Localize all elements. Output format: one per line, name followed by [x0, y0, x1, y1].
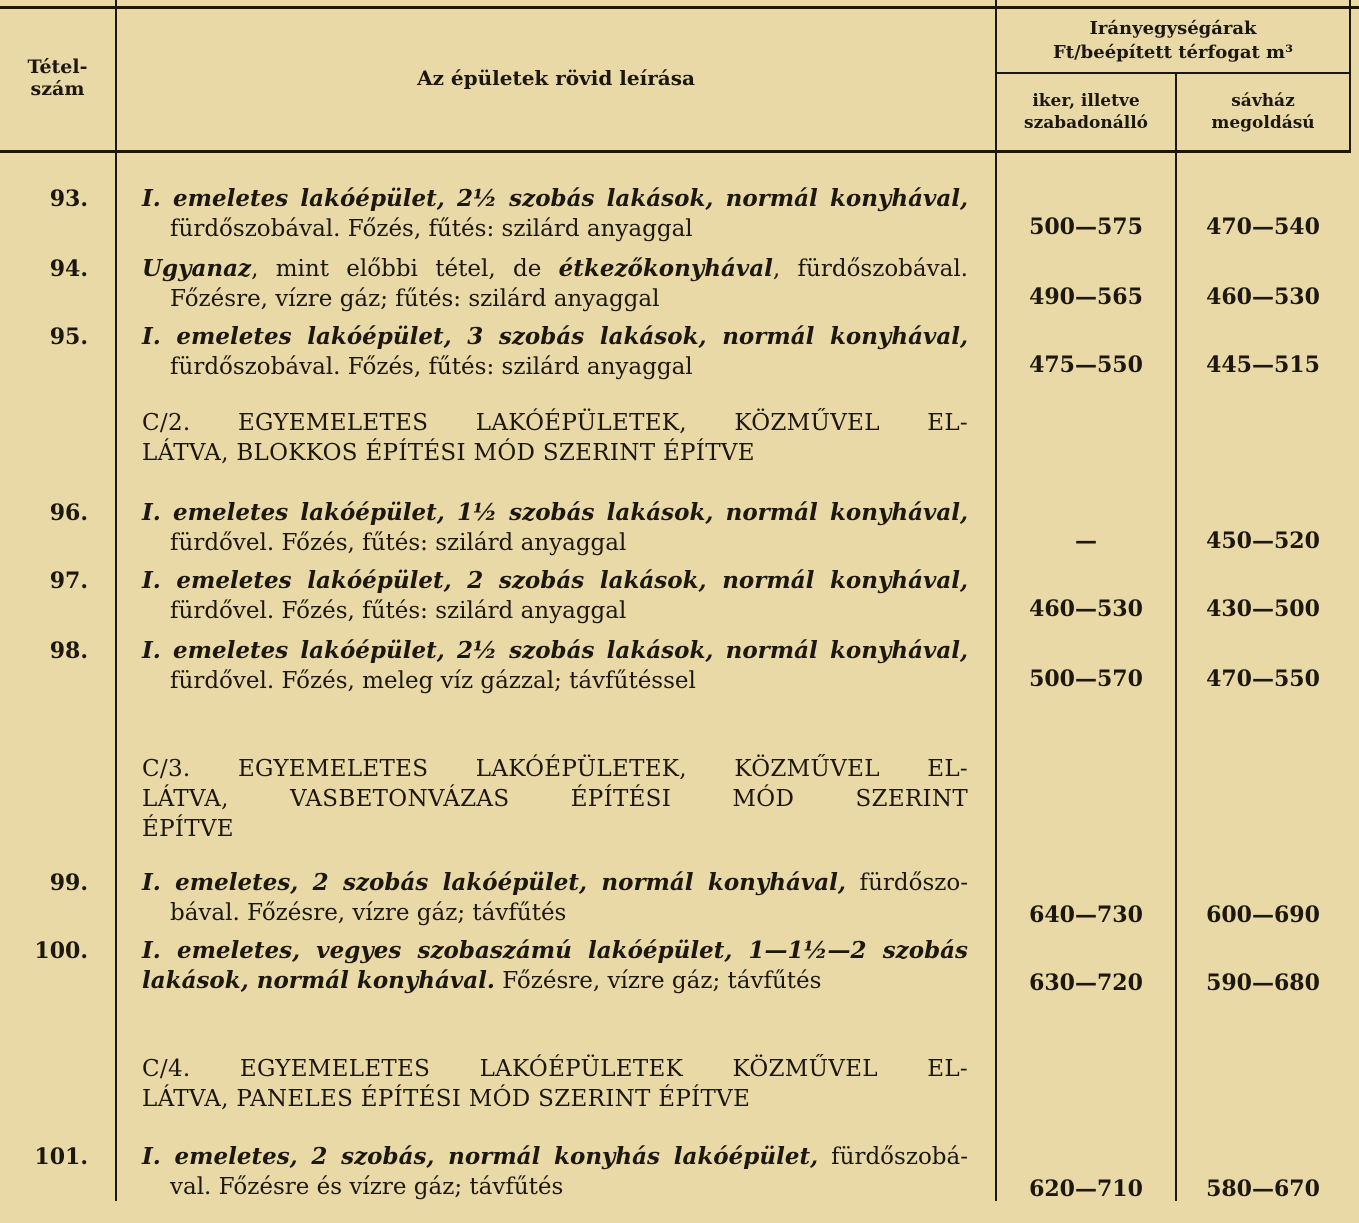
price-row-house: 600—690	[1206, 902, 1320, 928]
price-detached: 500—570	[1029, 666, 1143, 692]
price-detached: 640—730	[1029, 902, 1143, 928]
price-detached: —	[1075, 528, 1097, 554]
item-description: I. emeletes lakóépület, 2½ szobás lakások, normál konyhával, fürdőszobával. Főzés, fűtés: szilárd anyaggal	[142, 185, 968, 242]
item-description: I. emeletes, 2 szobás, normál konyhás lakóépület, fürdőszobá- val. Főzésre és vízre gáz; távfűtés	[142, 1143, 968, 1200]
price-detached: 490—565	[1029, 284, 1143, 310]
item-description: I. emeletes lakóépület, 2½ szobás lakások, normál konyhával, fürdővel. Főzés, meleg víz gázzal; távfűtéssel	[142, 637, 968, 694]
item-number: 99.	[49, 870, 88, 896]
item-number: 93.	[49, 186, 88, 212]
section-heading: C/4. EGYEMELETES LAKÓÉPÜLETEK KÖZMŰVEL EL- LÁTVA, PANELES ÉPÍTÉSI MÓD SZERINT ÉPÍTVE	[142, 1056, 968, 1112]
price-row-house: 590—680	[1206, 970, 1320, 996]
header-sub-rule	[997, 72, 1349, 74]
price-detached: 500—575	[1029, 214, 1143, 240]
header-detached: iker, illetve szabadonálló	[1024, 91, 1148, 133]
price-row-house: 445—515	[1206, 352, 1320, 378]
price-row-house: 580—670	[1206, 1176, 1320, 1202]
item-description: I. emeletes, 2 szobás lakóépület, normál konyhával, fürdőszo- bával. Főzésre, vízre gáz; távfűtés	[142, 869, 968, 926]
item-description: I. emeletes, vegyes szobaszámú lakóépület, 1—1½—2 szobás lakások, normál konyhával. Főzésre, vízre gáz; távfűtés	[142, 937, 968, 994]
header-item-number: Tétel- szám	[27, 56, 88, 100]
col-divider-right	[1349, 0, 1351, 153]
price-row-house: 470—540	[1206, 214, 1320, 240]
item-description: I. emeletes lakóépület, 1½ szobás lakások, normál konyhával, fürdővel. Főzés, fűtés: szilárd anyaggal	[142, 499, 968, 556]
header-bottom-rule	[0, 150, 1349, 153]
item-number: 94.	[49, 256, 88, 282]
col-divider-1	[115, 0, 117, 1201]
item-number: 97.	[49, 568, 88, 594]
item-number: 100.	[34, 938, 88, 964]
price-row-house: 430—500	[1206, 596, 1320, 622]
col-divider-3	[1175, 74, 1177, 1201]
item-description: Ugyanaz, mint előbbi tétel, de étkezőkonyhával, fürdőszobával. Főzésre, vízre gáz; fűtés: szilárd anyaggal	[142, 255, 968, 312]
price-detached: 620—710	[1029, 1176, 1143, 1202]
item-number: 96.	[49, 500, 88, 526]
item-description: I. emeletes lakóépület, 2 szobás lakások, normál konyhával, fürdővel. Főzés, fűtés: szilárd anyaggal	[142, 567, 968, 624]
section-heading: C/2. EGYEMELETES LAKÓÉPÜLETEK, KÖZMŰVEL EL- LÁTVA, BLOKKOS ÉPÍTÉSI MÓD SZERINT ÉPÍTVE	[142, 410, 968, 466]
price-row-house: 470—550	[1206, 666, 1320, 692]
item-number: 95.	[49, 324, 88, 350]
header-row-house: sávház megoldású	[1211, 91, 1315, 133]
price-row-house: 450—520	[1206, 528, 1320, 554]
price-detached: 460—530	[1029, 596, 1143, 622]
price-row-house: 460—530	[1206, 284, 1320, 310]
header-description: Az épületek rövid leírása	[417, 66, 695, 90]
price-detached: 475—550	[1029, 352, 1143, 378]
item-number: 101.	[34, 1144, 88, 1170]
price-detached: 630—720	[1029, 970, 1143, 996]
section-heading: C/3. EGYEMELETES LAKÓÉPÜLETEK, KÖZMŰVEL EL- LÁTVA, VASBETONVÁZAS ÉPÍTÉSI MÓD SZERINT ÉPÍTVE	[142, 756, 968, 842]
item-description: I. emeletes lakóépület, 3 szobás lakások, normál konyhával, fürdőszobával. Főzés, fűtés: szilárd anyaggal	[142, 323, 968, 380]
item-number: 98.	[49, 638, 88, 664]
header-price-group: Irányegységárak Ft/beépített térfogat m³	[1052, 18, 1293, 63]
